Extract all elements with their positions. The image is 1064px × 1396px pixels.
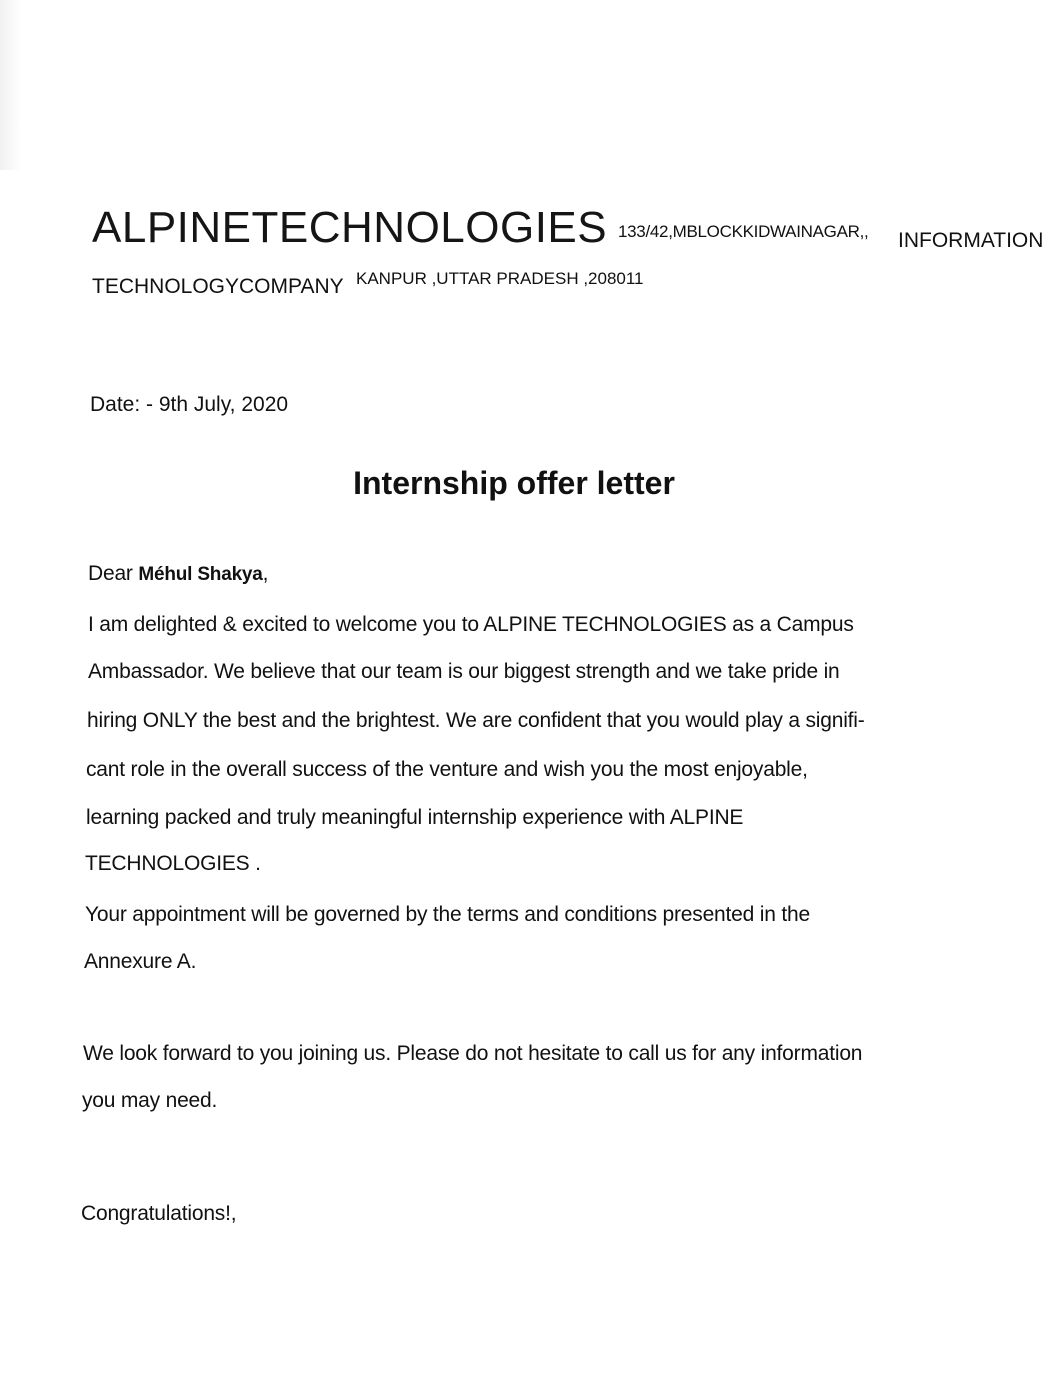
paragraph-1-line: cant role in the overall success of the venture and wish you the most enjoyable, <box>86 758 808 781</box>
paragraph-1-line: TECHNOLOGIES . <box>85 852 261 875</box>
address-line-1: 133/42,MBLOCKKIDWAINAGAR,, <box>618 222 869 241</box>
paragraph-1-line: hiring ONLY the best and the brightest. We are confident that you would play a signifi- <box>87 709 865 732</box>
paragraph-1-line: Ambassador. We believe that our team is our biggest strength and we take pride in <box>88 660 840 683</box>
paragraph-1-line: learning packed and truly meaningful internship experience with ALPINE <box>86 806 744 829</box>
salutation: Dear <box>88 562 139 585</box>
paragraph-2-line: Your appointment will be governed by the terms and conditions presented in the <box>85 903 810 926</box>
paragraph-3-line: you may need. <box>82 1089 218 1112</box>
letter-date: Date: - 9th July, 2020 <box>90 393 289 416</box>
paragraph-2-line: Annexure A. <box>84 950 197 973</box>
closing-line: Congratulations!, <box>81 1202 237 1225</box>
address-line-2: KANPUR ,UTTAR PRADESH ,208011 <box>356 269 644 288</box>
greeting-punctuation: , <box>262 562 269 585</box>
paragraph-1-line: I am delighted & excited to welcome you to ALPINE TECHNOLOGIES as a Campus <box>88 613 854 636</box>
company-tagline-part-2: TECHNOLOGYCOMPANY <box>92 275 344 298</box>
scan-corner-shadow <box>0 0 22 170</box>
paragraph-3-line: We look forward to you joining us. Please do not hesitate to call us for any information <box>83 1042 863 1065</box>
company-name: ALPINETECHNOLOGIES <box>92 203 608 252</box>
letter-title: Internship offer letter <box>353 465 675 501</box>
greeting <box>88 562 268 586</box>
company-tagline-part-1: INFORMATION <box>898 229 1044 252</box>
recipient-name: Méhul Shakya <box>138 564 263 585</box>
